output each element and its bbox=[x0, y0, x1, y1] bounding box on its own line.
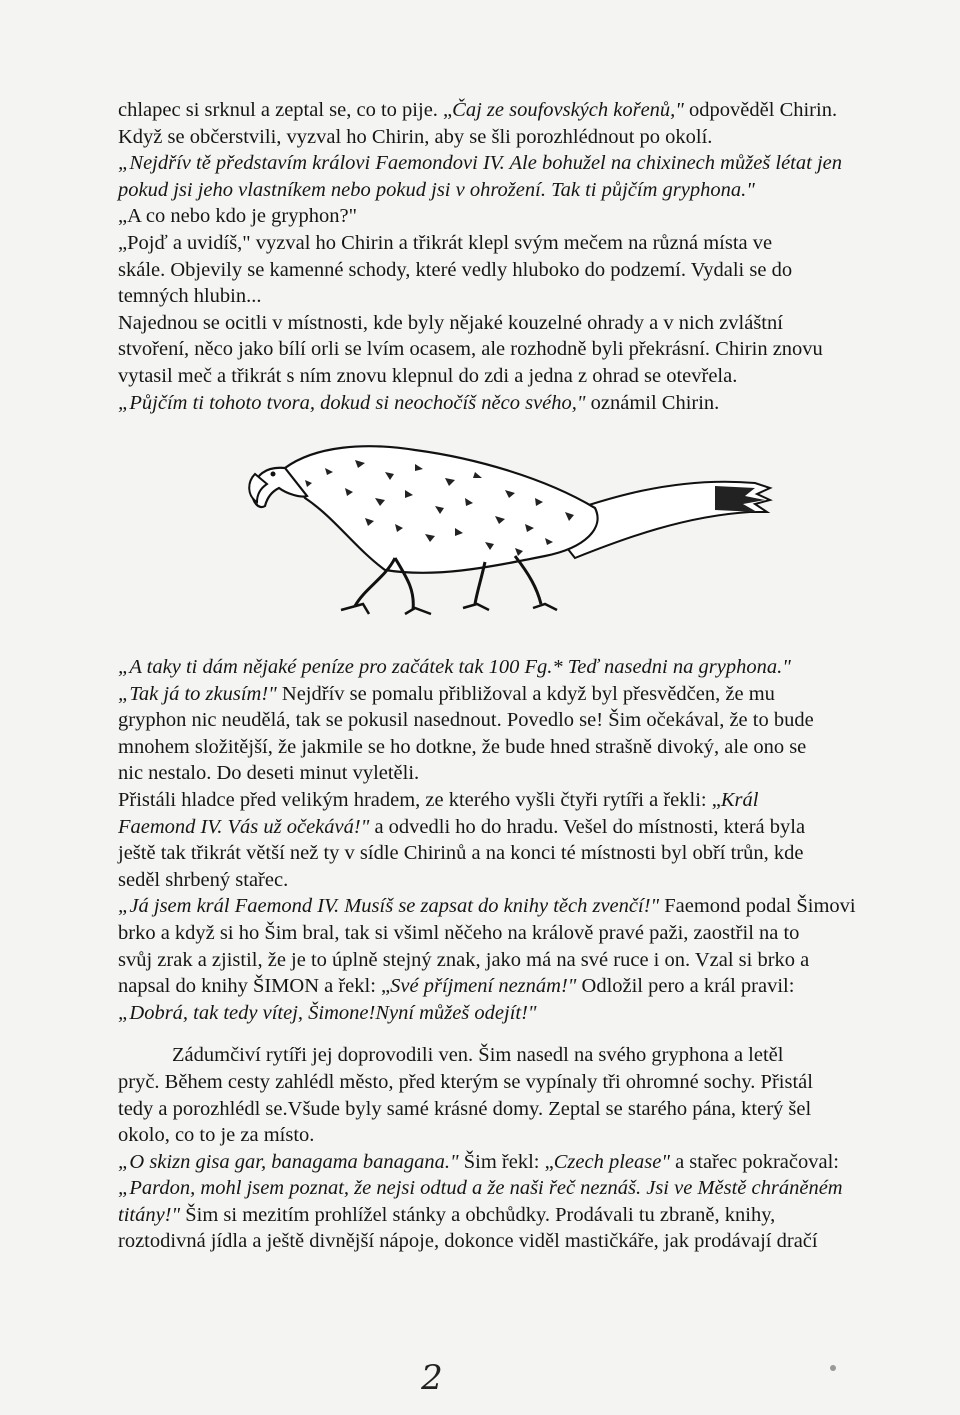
body-text: Zádumčiví rytíři jej doprovodili ven. Šim nasedl na svého gryphona a letěl bbox=[172, 1044, 784, 1067]
text-line bbox=[118, 840, 878, 867]
text-line bbox=[118, 177, 878, 204]
body-text: brko a když si ho Šim bral, tak si všiml něčeho na králově pravé paži, zaostřil na to bbox=[118, 921, 800, 944]
text-line bbox=[118, 734, 878, 761]
italic-text: Čaj ze soufovských kořenů," bbox=[452, 99, 684, 121]
body-text: svůj zrak a zjistil, že je to úplně stejný znak, jako má na své ruce i on. Vzal si brko a bbox=[118, 948, 810, 971]
body-text: Šim řekl: „ bbox=[458, 1150, 554, 1173]
text-line bbox=[118, 257, 878, 284]
text-line bbox=[118, 1202, 878, 1229]
text-line bbox=[118, 920, 878, 947]
body-text: seděl shrbený stařec. bbox=[118, 868, 289, 891]
text-line bbox=[118, 1000, 878, 1027]
text-line bbox=[118, 1149, 878, 1176]
text-line bbox=[118, 310, 878, 337]
body-text: a stařec pokračoval: bbox=[669, 1150, 839, 1173]
body-text: odpověděl Chirin. bbox=[683, 99, 838, 121]
body-text: mnohem složitější, že jakmile se ho dotkne, že bude hned strašně divoký, ale ono se bbox=[118, 735, 807, 758]
text-line bbox=[118, 814, 878, 841]
italic-text: „Dobrá, tak tedy vítej, Šimone!Nyní můžeš odejít!" bbox=[118, 1001, 537, 1024]
body-text: okolo, co to je za místo. bbox=[118, 1124, 315, 1147]
paragraph-gap bbox=[118, 1026, 878, 1042]
text-line bbox=[118, 681, 878, 708]
text-line bbox=[118, 363, 878, 390]
text-line bbox=[118, 230, 878, 257]
italic-text: Czech please" bbox=[553, 1150, 670, 1173]
body-text: napsal do knihy ŠIMON a řekl: „ bbox=[118, 975, 391, 998]
body-text: skále. Objevily se kamenné schody, které vedly hluboko do podzemí. Vydali se do bbox=[118, 258, 793, 281]
text-block-bottom bbox=[118, 654, 878, 1255]
text-line bbox=[118, 283, 878, 310]
body-text: roztodivná jídla a ještě divnější nápoje, dokonce viděl mastičkáře, jak prodávají dračí bbox=[118, 1230, 818, 1253]
body-text: ještě tak třikrát větší než ty v sídle Chirinů a na konci té místnosti byl obří trůn, kde bbox=[118, 842, 804, 865]
italic-text: Král bbox=[720, 788, 759, 811]
italic-text: titány!" bbox=[118, 1203, 181, 1226]
text-line bbox=[118, 203, 878, 230]
text-line bbox=[118, 150, 878, 177]
text-line bbox=[118, 1122, 878, 1149]
body-text: Najednou se ocitli v místnosti, kde byly nějaké kouzelné ohrady a v nich zvláštní bbox=[118, 311, 783, 334]
body-text: Šim si mezitím prohlížel stánky a obchůdky. Prodávali tu zbraně, knihy, bbox=[180, 1203, 776, 1226]
body-text: Faemond podal Šimovi bbox=[659, 895, 856, 918]
text-line bbox=[118, 787, 878, 814]
body-text: oznámil Chirin. bbox=[585, 391, 720, 414]
italic-text: „Nejdřív tě představím královi Faemondovi IV. Ale bohužel na chixinech můžeš létat jen bbox=[118, 152, 842, 175]
body-text: nic nestalo. Do deseti minut vyletěli. bbox=[118, 762, 420, 785]
text-line bbox=[118, 1042, 878, 1069]
body-text: Přistáli hladce před velikým hradem, ze kterého vyšli čtyři rytíři a řekli: „ bbox=[118, 788, 721, 811]
italic-text: pokud jsi jeho vlastníkem nebo pokud jsi v ohrožení. Tak ti půjčím gryphona." bbox=[118, 178, 755, 201]
italic-text: „O skizn gisa gar, banagama banagana." bbox=[118, 1150, 459, 1173]
body-text: a odvedli ho do hradu. Vešel do místnosti, která byla bbox=[369, 815, 806, 838]
body-text: „Pojď a uvidíš," vyzval ho Chirin a třikrát klepl svým mečem na různá místa ve bbox=[118, 231, 773, 254]
text-line bbox=[118, 867, 878, 894]
body-text: pryč. Během cesty zahlédl město, před kterým se vypínaly tři ohromné sochy. Přistál bbox=[118, 1070, 813, 1093]
text-line bbox=[118, 336, 878, 363]
page-number: 2 bbox=[421, 1358, 443, 1398]
text-line bbox=[118, 707, 878, 734]
italic-text: „Já jsem král Faemond IV. Musíš se zapsat do knihy těch zvenčí!" bbox=[118, 895, 660, 918]
text-line bbox=[118, 947, 878, 974]
body-text: stvoření, něco jako bílí orli se lvím ocasem, ale rozhodně byli překrásní. Chirin znovu bbox=[118, 338, 823, 361]
italic-text: „A taky ti dám nějaké peníze pro začátek tak 100 Fg.* Teď nasedni na gryphona." bbox=[118, 656, 791, 678]
body-text: Když se občerstvili, vyzval ho Chirin, aby se šli porozhlédnout po okolí. bbox=[118, 125, 713, 148]
body-text: „A co nebo kdo je gryphon?" bbox=[118, 205, 357, 228]
text-line bbox=[118, 1096, 878, 1123]
gryphon-illustration bbox=[245, 428, 775, 618]
text-line bbox=[118, 654, 878, 681]
body-text: tedy a porozhlédl se.Všude byly samé krásné domy. Zeptal se starého pána, který šel bbox=[118, 1097, 812, 1120]
body-text: Nejdřív se pomalu přibližoval a když byl přesvědčen, že mu bbox=[276, 682, 775, 705]
text-line bbox=[118, 760, 878, 787]
italic-text: „Pardon, mohl jsem poznat, že nejsi odtud a že naši řeč neznáš. Jsi ve Městě chráněném bbox=[118, 1177, 843, 1200]
text-line bbox=[118, 1069, 878, 1096]
text-line bbox=[118, 97, 878, 124]
text-line bbox=[118, 1228, 878, 1255]
italic-text: „Půjčím ti tohoto tvora, dokud si neochočíš něco svého," bbox=[118, 391, 586, 414]
body-text: temných hlubin... bbox=[118, 285, 262, 308]
body-text: Odložil pero a král pravil: bbox=[576, 975, 795, 998]
body-text: vytasil meč a třikrát s ním znovu klepnul do zdi a jedna z ohrad se otevřela. bbox=[118, 364, 738, 387]
italic-text: Své příjmení neznám!" bbox=[390, 975, 577, 998]
text-block-top bbox=[118, 97, 878, 416]
text-line bbox=[118, 124, 878, 151]
text-line bbox=[118, 1175, 878, 1202]
italic-text: „Tak já to zkusím!" bbox=[118, 682, 277, 705]
text-line bbox=[118, 973, 878, 1000]
body-text: chlapec si srknul a zeptal se, co to pije. „ bbox=[118, 99, 453, 121]
italic-text: Faemond IV. Vás už očekává!" bbox=[118, 815, 370, 838]
scan-speck bbox=[830, 1365, 836, 1371]
text-line bbox=[118, 893, 878, 920]
text-line bbox=[118, 390, 878, 417]
body-text: gryphon nic neudělá, tak se pokusil nasednout. Povedlo se! Šim očekával, že to bude bbox=[118, 709, 814, 732]
